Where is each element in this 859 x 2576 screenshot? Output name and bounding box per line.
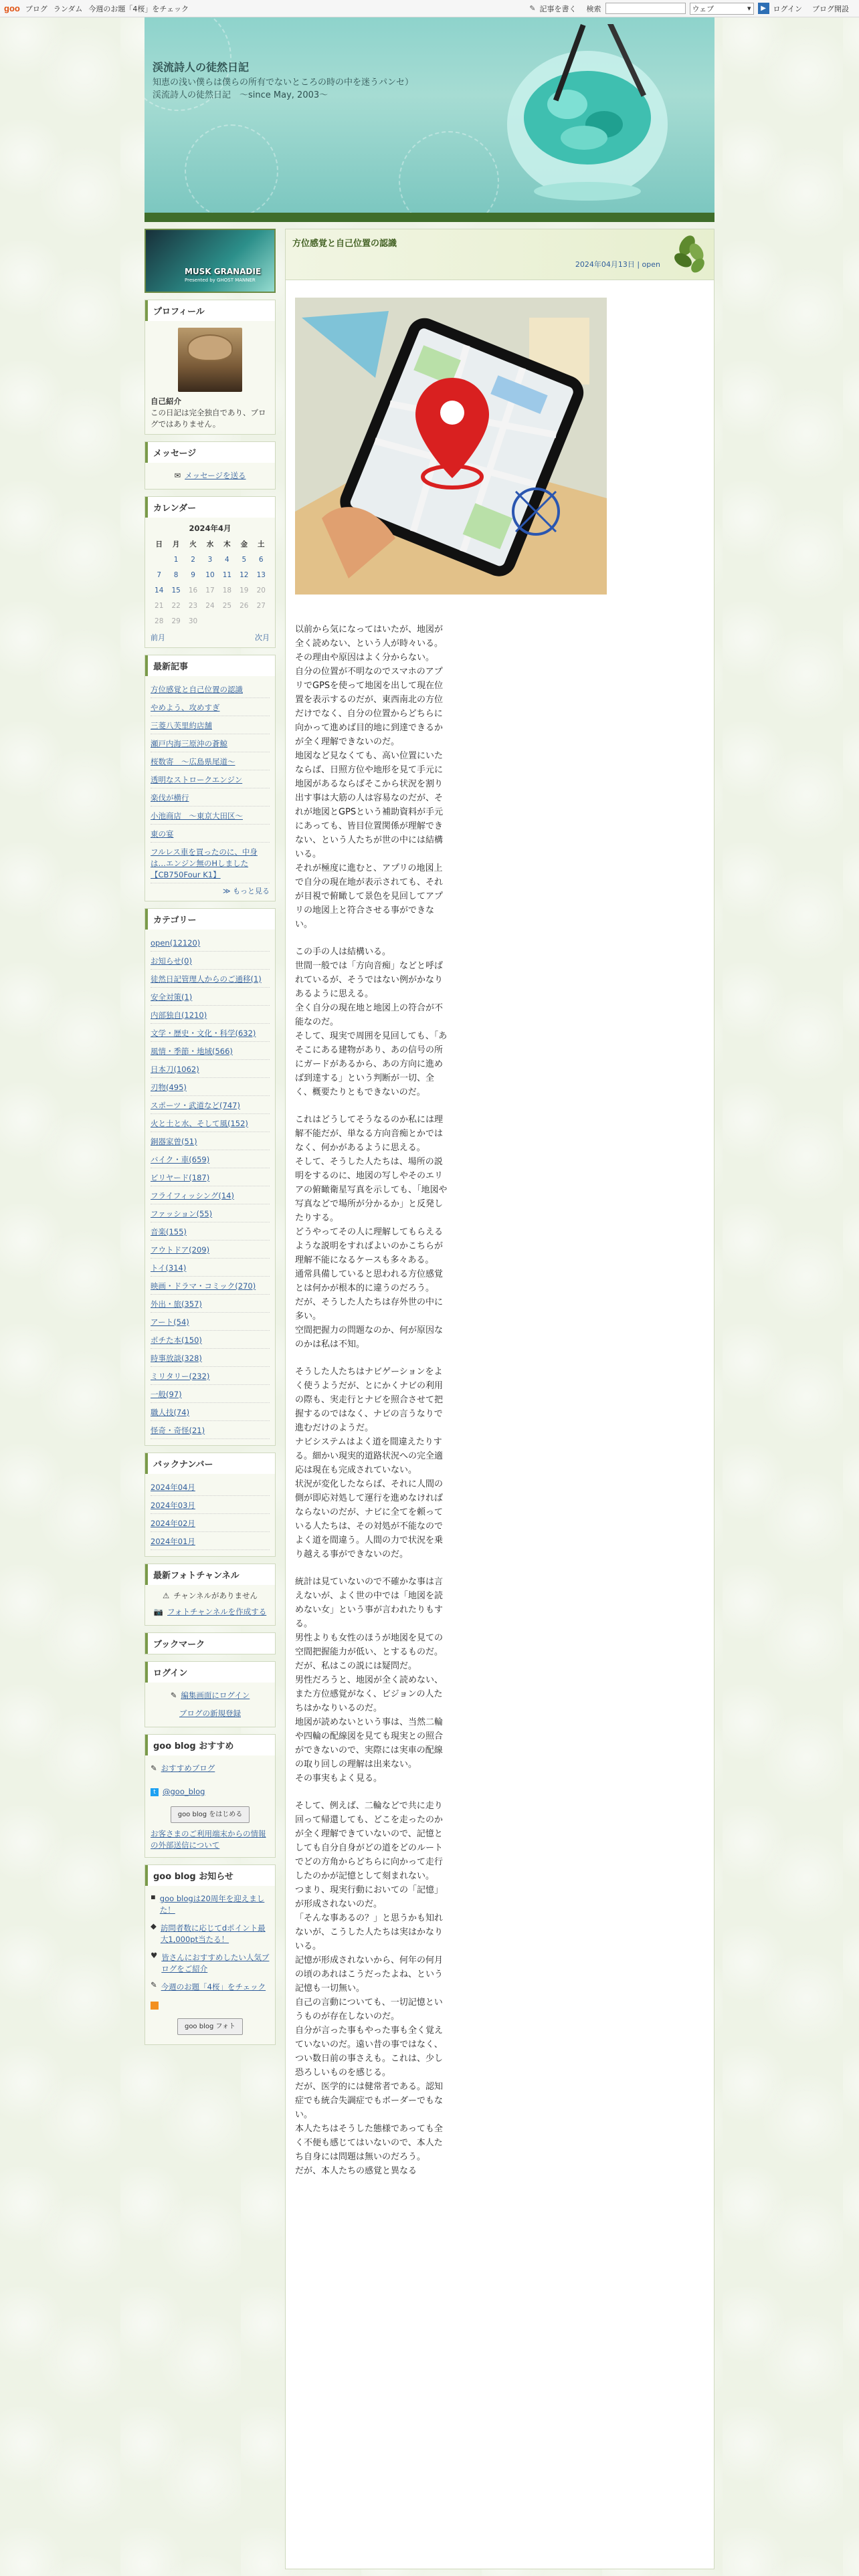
search-input[interactable]: [605, 3, 686, 14]
post-paragraph: 状況が変化したならば、それに人間の側が即応対処して運行を進めなければならないのだが、ナビに全てを頼っている人たちは、その対処が不能なのでよく道を間違う。人間の力で状況を乗り越える事ができないのだ。: [295, 1479, 444, 1560]
calendar-day: 16: [188, 586, 198, 595]
category-link[interactable]: バイク・車(659): [151, 1152, 270, 1168]
calendar-day-link[interactable]: 11: [222, 571, 232, 579]
category-link[interactable]: 外出・旅(357): [151, 1297, 270, 1313]
category-link[interactable]: 一般(97): [151, 1387, 270, 1403]
calendar-day: 24: [205, 602, 215, 610]
top-navigation-bar: [0, 0, 859, 17]
info-heading: goo blog お知らせ: [145, 1865, 275, 1886]
post-body: [295, 623, 449, 2178]
post-paragraph: 本人たちはそうした態様であっても全く不便も感じてはいないので、本人たち自身には問題は無いのだろう。: [295, 2124, 443, 2162]
dpoint-icon: ◆: [151, 1921, 157, 1931]
calendar-day-link[interactable]: 4: [225, 556, 229, 564]
calendar-day-link[interactable]: 9: [191, 571, 195, 579]
recent-post-link[interactable]: 小池商店 〜東京大田区〜: [151, 809, 270, 825]
post-paragraph: 通常具備していると思われる方位感覚とは何かが根本的に違うのだろう。: [295, 1269, 444, 1293]
info-link[interactable]: 今週のお題「4桜」をチェック: [161, 1982, 266, 1992]
weekday-wed: 水: [206, 540, 214, 548]
category-link[interactable]: ファッション(55): [151, 1206, 270, 1222]
weekday-thu: 木: [223, 540, 231, 548]
edit-login-link[interactable]: 編集画面にログイン: [181, 1691, 250, 1700]
recent-post-link[interactable]: 東の宴: [151, 827, 270, 843]
category-link[interactable]: 火と土と水、そして風(152): [151, 1116, 270, 1132]
camera-icon: 📷: [153, 1607, 164, 1616]
post-paragraph: そして、現実で周囲を見回しても、「あそこにある建物があり、あの信号の所にガードがあるから、あの方向に進めば到達する」という判断が一切、全く、概要たりともできないのだ。: [295, 1031, 448, 1097]
calendar-day-link[interactable]: 15: [171, 586, 181, 595]
recent-post-link[interactable]: 楽伐が横行: [151, 790, 270, 807]
post-paragraph: 地図が読めないという事は、当然二輪や四輪の配線図を見ても現実との照合ができないので、実際には実車の配線の取り回しの理解は出来ない。: [295, 1717, 444, 1769]
calendar-day-link[interactable]: 3: [207, 556, 213, 564]
post-paragraph: それが極度に進むと、アプリの地図上で自分の現在地が表示されても、それが目視で俯瞰して景色を見回してアプリの地図上と符合させる事ができない。: [295, 863, 444, 930]
avatar: [178, 328, 242, 392]
category-link[interactable]: スポーツ・武道など(747): [151, 1098, 270, 1114]
post-paragraph: 世間一般では「方向音痴」などと呼ばれているが、そうではない例がかなりあるように思える。: [295, 961, 444, 999]
category-link[interactable]: お知らせ(0): [151, 954, 270, 970]
header-divider: [145, 213, 714, 222]
category-link[interactable]: 内部独自(1210): [151, 1008, 270, 1024]
category-link[interactable]: ミリタリー(232): [151, 1369, 270, 1385]
category-link[interactable]: 刃物(495): [151, 1080, 270, 1096]
backnumber-link[interactable]: 2024年01月: [151, 1534, 270, 1550]
post-paragraph: 「そんな事あるの？」と思うかも知れないが、こうした人たちは実はかなりいる。: [295, 1913, 444, 1951]
ice-drink-glass-image: [487, 24, 701, 205]
calendar-day-link[interactable]: 5: [242, 556, 247, 564]
recommend-blog-link[interactable]: おすすめブログ: [161, 1763, 215, 1773]
calendar-table: [151, 537, 270, 629]
warning-icon: ⚠: [162, 1591, 170, 1600]
pen-icon: ✎: [151, 1980, 157, 1990]
start-blog-link[interactable]: ブログ開設: [812, 4, 849, 13]
main-content: [285, 229, 714, 2569]
message-box: [145, 441, 276, 490]
recent-post-link[interactable]: 桜数寄 〜広島県尾道〜: [151, 754, 270, 770]
banner-title: MUSK GRANADIE: [185, 267, 262, 276]
photo-heading: 最新フォトチャンネル: [145, 1564, 275, 1585]
sidebar: [145, 229, 276, 2052]
post-paragraph: どうやってその人に理解してもらえるような説明をすればよいのかこちらが理解不能になるケースも多々ある。: [295, 1227, 444, 1265]
hat-image: [187, 334, 233, 361]
info-link[interactable]: 皆さんにおすすめしたい人気ブログをご紹介: [161, 1953, 270, 1973]
post-paragraph: 地図など見なくても、高い位置にいたならば、日照方位や地形を見て手元に地図があるならばそこから状況を割り出す事は大筋の人は容易なのだが、それが地図とGPSという補助資料が手元にあっても、皆目位置関係が理解できない、という人たちが世の中には結構いる。: [295, 751, 444, 859]
category-link[interactable]: フライフィッシング(14): [151, 1188, 270, 1204]
leaf-ornament-icon: [667, 232, 708, 276]
calendar-day: 21: [155, 602, 164, 610]
category-link[interactable]: 日本刀(1062): [151, 1062, 270, 1078]
more-posts-link[interactable]: ≫ もっと見る: [222, 887, 270, 895]
send-message-link[interactable]: メッセージを送る: [185, 471, 246, 480]
calendar-day: 19: [240, 586, 249, 595]
recent-post-link[interactable]: やめよう、攻めすぎ: [151, 700, 270, 716]
category-link[interactable]: 風情・季節・地域(566): [151, 1044, 270, 1060]
recent-post-link[interactable]: 透明なストロークエンジン: [151, 772, 270, 788]
external-transmission-notice-link[interactable]: お客さまのご利用端末からの情報の外部送信について: [151, 1829, 266, 1850]
blog-header: [145, 17, 714, 213]
calendar-day: 26: [240, 602, 249, 610]
recommend-box: [145, 1734, 276, 1858]
intro-text: この日記は完全独自であり、ブログではありません。: [151, 408, 266, 429]
calendar-day: 28: [155, 617, 164, 625]
post-paragraph: 記憶が形成されないから、何年の何月の頃のあれはこうだったよね、という記憶も一切無い。: [295, 1955, 444, 1994]
backnumber-box: [145, 1453, 276, 1557]
calendar-day: 23: [188, 602, 198, 610]
post-header: [286, 229, 714, 280]
calendar-day: 25: [222, 602, 232, 610]
post-paragraph: 空間把握力の問題なのか、何が原因なのかは私は不知。: [295, 1325, 444, 1350]
post-paragraph: 以前から気になってはいたが、地図が全く読めない、という人が時々いる。: [295, 625, 444, 649]
search-go-button[interactable]: ▶: [758, 3, 769, 14]
backnumber-heading: バックナンバー: [145, 1453, 275, 1474]
photo-channel-box: [145, 1564, 276, 1626]
recent-post-link[interactable]: フルレス車を買ったのに、中身は…エンジン無のHしました【CB750Four K1】: [151, 845, 270, 883]
smartphone-map-image: [295, 298, 607, 595]
sidebar-banner[interactable]: [145, 229, 276, 293]
categories-heading: カテゴリー: [145, 909, 275, 930]
blog-description: 知恵の浅い僕らは僕らの所有でないところの時の中を迷うパンセ） 渓流詩人の徒然日記 〜since May, 2003〜: [153, 78, 418, 100]
calendar-day-link[interactable]: 13: [256, 571, 266, 579]
recent-post-link[interactable]: 瀬戸内海三原沖の蒼鯨: [151, 736, 270, 752]
category-link[interactable]: アート(54): [151, 1315, 270, 1331]
new-registration-link[interactable]: ブログの新規登録: [179, 1709, 241, 1718]
category-link[interactable]: 時事放談(328): [151, 1351, 270, 1367]
pencil-icon: ✎: [529, 4, 536, 13]
post-paragraph: だが、本人たちの感覚と異なる: [295, 2166, 417, 2176]
start-goo-blog-button[interactable]: goo blog をはじめる: [171, 1806, 250, 1823]
post-paragraph: だが、医学的には健常者である。認知症でも統合失調症でもボーダーでもない。: [295, 2082, 444, 2120]
post-meta: 2024年04月13日 | open: [575, 260, 660, 269]
profile-heading: プロフィール: [145, 300, 275, 321]
info-link[interactable]: 訪問者数に応じてdポイント最大1,000pt当たる！: [160, 1923, 266, 1944]
calendar-day: 22: [171, 602, 181, 610]
topbar-link-random[interactable]: ランダム: [53, 4, 83, 13]
weekday-sun: 日: [155, 540, 163, 548]
post-paragraph: 自分が言った事もやった事も全く覚えていないのだ。遠い昔の事ではなく、つい数日前の事さえも。これは、少し恐ろしいものを感じる。: [295, 2026, 444, 2078]
calendar-day-link[interactable]: 10: [205, 571, 215, 579]
category-link[interactable]: アウトドア(209): [151, 1243, 270, 1259]
calendar-next-link[interactable]: 次月: [255, 633, 270, 642]
weekday-sat: 土: [258, 540, 265, 548]
calendar-heading: カレンダー: [145, 497, 275, 518]
recommend-heading: goo blog おすすめ: [145, 1735, 275, 1755]
weekday-tue: 火: [189, 540, 197, 548]
envelope-icon: ✉: [174, 471, 181, 480]
goo-logo[interactable]: goo: [4, 3, 20, 13]
goo-blog-photo-button[interactable]: goo blog フォト: [177, 2018, 243, 2035]
category-link[interactable]: open(12120): [151, 936, 270, 952]
post-paragraph: その事実もよく見る。: [295, 1774, 383, 1784]
post-paragraph: 自己の言動についても、一切記憶というものが存在しないのだ。: [295, 1998, 443, 2022]
category-link[interactable]: 安全対策(1): [151, 990, 270, 1006]
login-heading: ログイン: [145, 1662, 275, 1683]
backnumber-link[interactable]: 2024年02月: [151, 1516, 270, 1532]
search-label: 検索: [586, 4, 601, 13]
post-title[interactable]: 方位感覚と自己位置の認識: [292, 239, 397, 249]
post-paragraph: 男性だろうと、地図が全く読めない、また方位感覚がなく、ビジョンの人たちはかなりいるのだ。: [295, 1675, 444, 1713]
calendar-day-link[interactable]: 2: [191, 556, 195, 564]
info-link[interactable]: goo blogは20周年を迎えました！: [159, 1894, 265, 1915]
notice-icon: ▪: [151, 1892, 156, 1901]
lace-pattern-decoration: [399, 131, 499, 213]
calendar-day: 27: [256, 602, 266, 610]
blog-title[interactable]: 渓流詩人の徒然日記: [153, 61, 250, 74]
post-paragraph: ナビシステムはよく道を間違えたりする。細かい現実的道路状況への完全適応は現在も完成されていない。: [295, 1437, 444, 1475]
category-link[interactable]: 銅器家曽(51): [151, 1134, 270, 1150]
calendar-day: 29: [171, 617, 181, 625]
topbar-link-blog[interactable]: ブログ: [25, 4, 47, 13]
intro-label: 自己紹介: [151, 397, 181, 406]
category-link[interactable]: ポチた本(150): [151, 1333, 270, 1349]
calendar-day-link[interactable]: 7: [157, 571, 162, 579]
post-category-link[interactable]: open: [642, 260, 660, 269]
twitter-link[interactable]: @goo_blog: [163, 1787, 205, 1796]
recent-posts-box: [145, 655, 276, 901]
post-paragraph: 自分の位置が不明なのでスマホのアプリでGPSを使って地図を出して現在位置を表示するのだが、東西南北の方位だけでなく、自分の位置からどちらに向かって進めば目的地に到達できるかが全く理解できないのだ。: [295, 667, 444, 747]
pencil-icon: ✎: [170, 1691, 177, 1700]
login-link[interactable]: ログイン: [773, 4, 802, 13]
info-box: [145, 1864, 276, 2045]
category-link[interactable]: トイ(314): [151, 1261, 270, 1277]
post-date-link[interactable]: 2024年04月13日: [575, 260, 635, 269]
lace-pattern-decoration: [185, 124, 278, 213]
post-paragraph: 男性よりも女性のほうが地図を見ての空間把握能力が低い、とするものだ。: [295, 1633, 444, 1657]
post-paragraph: 統計は見ていないので不確かな事は言えないが、よく世の中では「地図を読めない女」という事が言われたりもする。: [295, 1577, 444, 1629]
post-paragraph: 全く自分の現在地と地図上の符合が不能なのだ。: [295, 1003, 444, 1027]
calendar-box: [145, 496, 276, 648]
category-link[interactable]: 怪奇・奇怪(21): [151, 1423, 270, 1439]
twitter-icon: t: [151, 1788, 159, 1796]
calendar-day-link[interactable]: 8: [173, 571, 179, 579]
recent-post-link[interactable]: 三菱八芙里約店舗: [151, 718, 270, 734]
calendar-day: 17: [205, 586, 215, 595]
calendar-prev-link[interactable]: 前月: [151, 633, 165, 642]
post-paragraph: そして、例えば、二輪などで共に走り回って帰還しても、どこを走ったのかが全く理解できていないので、記憶としても自分自身がどの道をどのルートでどの方角からどちらに向かって走行したのかが記憶として刻まれない。: [295, 1801, 444, 1881]
message-heading: メッセージ: [145, 442, 275, 463]
calendar-day-link[interactable]: 6: [258, 556, 264, 564]
calendar-day: 20: [256, 586, 266, 595]
post-paragraph: この手の人は結構いる。: [295, 947, 391, 957]
pencil-icon: ✎: [151, 1763, 157, 1773]
rss-icon[interactable]: [151, 2002, 159, 2010]
post-paragraph: これはどうしてそうなるのか私には理解不能だが、単なる方向音痴とかではなく、何かがあるように思える。: [295, 1115, 444, 1153]
calendar-day: [151, 552, 167, 568]
bookmark-box: [145, 1632, 276, 1654]
backnumber-link[interactable]: 2024年03月: [151, 1498, 270, 1514]
category-link[interactable]: ビリヤード(187): [151, 1170, 270, 1186]
category-link[interactable]: 職人技(74): [151, 1405, 270, 1421]
no-channel-text: チャンネルがありません: [173, 1591, 258, 1600]
weekday-mon: 月: [172, 540, 180, 548]
calendar-day: 18: [222, 586, 232, 595]
post-paragraph: そうした人たちはナビゲーションをよく使うようだが、とにかくナビの利用の際も、実走行とナビを照合させて把握するのではなく、ナビの言うなりで進むだけのようだ。: [295, 1367, 444, 1433]
bookmark-heading: ブックマーク: [145, 1633, 275, 1654]
profile-box: [145, 300, 276, 435]
create-photo-channel-link[interactable]: フォトチャンネルを作成する: [167, 1607, 267, 1616]
post-paragraph: そして、そうした人たちは、場所の説明をするのに、地図の写しやそのエリアの俯瞰衛星写真を示しても、「地図や写真などで場所が分かるか」と反発したりする。: [295, 1157, 448, 1223]
banner-subtitle: Presented by GHOST MANNER: [185, 278, 256, 283]
calendar-day-link[interactable]: 12: [240, 571, 249, 579]
category-link[interactable]: 徒然日記管理人からのご通移(1): [151, 972, 270, 988]
calendar-day-link[interactable]: 14: [155, 586, 164, 595]
post-paragraph: つまり、現実行動においての「記憶」が形成されないのだ。: [295, 1885, 444, 1909]
post-paragraph: その理由や原因はよく分からない。: [295, 653, 435, 663]
category-link[interactable]: 音楽(155): [151, 1224, 270, 1241]
category-link[interactable]: 文学・歴史・文化・科学(632): [151, 1026, 270, 1042]
category-link[interactable]: 映画・ドラマ・コミック(270): [151, 1279, 270, 1295]
chevron-down-icon: ▾: [747, 4, 751, 13]
recent-heading: 最新記事: [145, 655, 275, 676]
recent-post-link[interactable]: 方位感覚と自己位置の認識: [151, 682, 270, 698]
topbar-link-weekly-theme[interactable]: 今週のお題「4桜」をチェック: [88, 4, 189, 13]
calendar-day-link[interactable]: 1: [173, 556, 179, 564]
page-wrapper: [145, 17, 714, 2576]
categories-box: [145, 908, 276, 1446]
post-paragraph: だが、そうした人たちは存外世の中に多い。: [295, 1297, 444, 1321]
calendar-month: 2024年4月: [189, 524, 231, 533]
login-box: [145, 1661, 276, 1727]
calendar-day: 30: [188, 617, 198, 625]
gift-icon: ♥: [151, 1951, 158, 1960]
weekday-fri: 金: [240, 540, 248, 548]
search-scope-select[interactable]: [690, 3, 754, 15]
search-scope-value: ウェブ: [692, 4, 714, 13]
backnumber-link[interactable]: 2024年04月: [151, 1480, 270, 1496]
write-article-link[interactable]: 記事を書く: [539, 4, 577, 13]
post-paragraph: だが、私はこの説には疑問だ。: [295, 1661, 417, 1671]
